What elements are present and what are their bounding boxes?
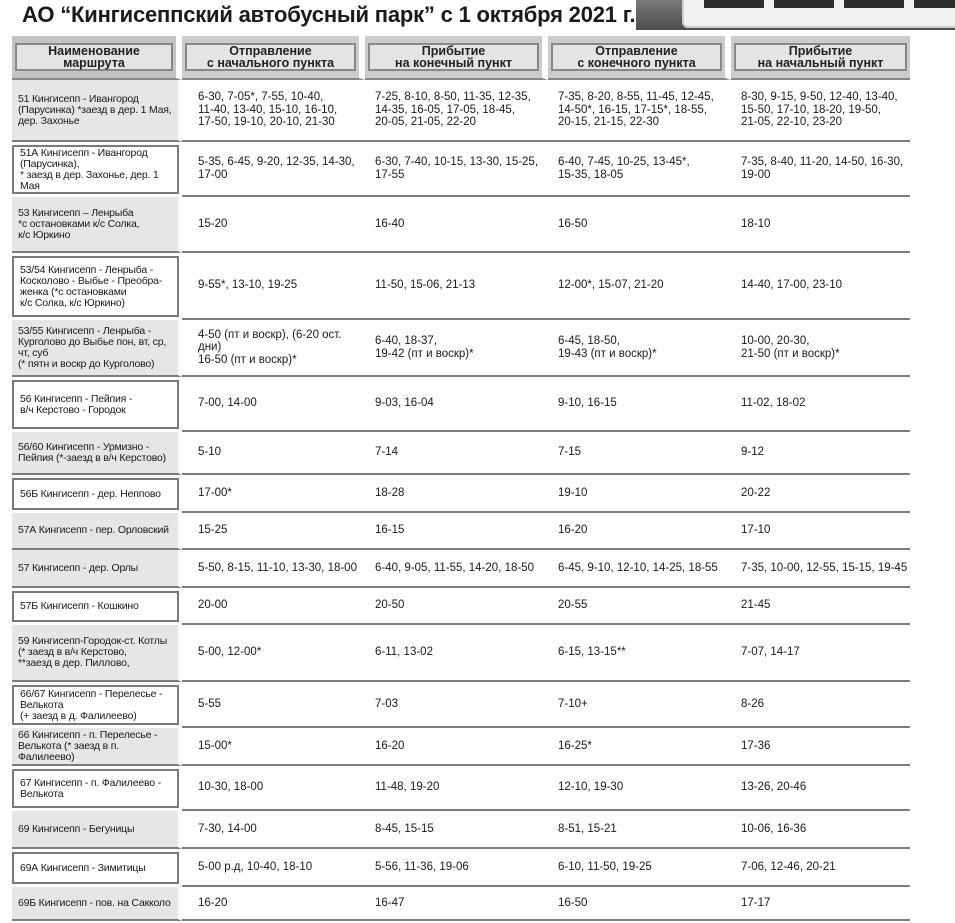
arrival-start-times: 7-06, 12-46, 20-21 (731, 849, 910, 887)
arrival-start-times: 14-40, 17-00, 23-10 (731, 253, 910, 320)
departure-start-times: 17-00* (182, 475, 365, 513)
route-name: 53/54 Кингисепп - Ленрыба - Косколово - Выбье - Преобра- женка (*с остановками к/с Солка, к/с Юркино) (12, 256, 179, 317)
route-name: 66 Кингисепп - п. Перелесье - Велькота (* заезд в п. Фалилеево) (12, 728, 182, 766)
departure-start-times: 5-10 (182, 432, 365, 475)
departure-start-times: 16-20 (182, 887, 365, 921)
route-name: 69А Кингисепп - Зимитицы (12, 852, 179, 884)
arrival-end-times: 9-03, 16-04 (365, 377, 548, 432)
arrival-start-times: 8-26 (731, 682, 910, 728)
departure-start-times: 5-55 (182, 682, 365, 728)
arrival-start-times: 13-26, 20-46 (731, 766, 910, 811)
departure-start-times: 5-50, 8-15, 11-10, 13-30, 18-00 (182, 550, 365, 588)
header-arrival-end: Прибытие на конечный пункт (365, 36, 548, 80)
arrival-start-times: 17-36 (731, 728, 910, 766)
arrival-start-times: 10-06, 16-36 (731, 811, 910, 849)
arrival-start-times: 9-12 (731, 432, 910, 475)
bus-body-graphic (682, 0, 955, 28)
departure-end-times: 12-00*, 15-07, 21-20 (548, 253, 731, 320)
departure-end-times: 19-10 (548, 475, 731, 513)
arrival-start-times: 17-17 (731, 887, 910, 921)
departure-end-times: 7-35, 8-20, 8-55, 11-45, 12-45, 14-50*, 16-15, 17-15*, 18-55, 20-15, 21-15, 22-30 (548, 80, 731, 142)
arrival-start-times: 21-45 (731, 588, 910, 625)
departure-end-times: 16-50 (548, 887, 731, 921)
arrival-end-times: 6-40, 18-37, 19-42 (пт и воскр)* (365, 320, 548, 377)
route-name: 51А Кингисепп - Ивангород (Парусинка), * заезд в дер. Захонье, дер. 1 Мая (12, 145, 179, 194)
arrival-start-times: 20-22 (731, 475, 910, 513)
departure-end-times: 16-50 (548, 197, 731, 253)
header-departure-start: Отправление с начального пункта (182, 36, 365, 80)
arrival-end-times: 7-03 (365, 682, 548, 728)
arrival-end-times: 11-50, 15-06, 21-13 (365, 253, 548, 320)
departure-start-times: 5-00, 12-00* (182, 625, 365, 682)
departure-start-times: 15-20 (182, 197, 365, 253)
departure-end-times: 20-55 (548, 588, 731, 625)
departure-start-times: 10-30, 18-00 (182, 766, 365, 811)
departure-start-times: 9-55*, 13-10, 19-25 (182, 253, 365, 320)
departure-start-times: 6-30, 7-05*, 7-55, 10-40, 11-40, 13-40, 15-10, 16-10, 17-50, 19-10, 20-10, 21-30 (182, 80, 365, 142)
departure-end-times: 12-10, 19-30 (548, 766, 731, 811)
route-name: 59 Кингисепп-Городок-ст. Котлы (* заезд в в/ч Керстово, **заезд в дер. Пиллово, (12, 625, 182, 682)
arrival-start-times: 7-07, 14-17 (731, 625, 910, 682)
arrival-end-times: 18-28 (365, 475, 548, 513)
departure-start-times: 5-35, 6-45, 9-20, 12-35, 14-30, 17-00 (182, 142, 365, 197)
arrival-end-times: 16-15 (365, 513, 548, 550)
departure-start-times: 7-30, 14-00 (182, 811, 365, 849)
departure-end-times: 16-25* (548, 728, 731, 766)
departure-end-times: 7-15 (548, 432, 731, 475)
arrival-start-times: 18-10 (731, 197, 910, 253)
departure-end-times: 6-10, 11-50, 19-25 (548, 849, 731, 887)
departure-end-times: 8-51, 15-21 (548, 811, 731, 849)
route-name: 67 Кингисепп - п. Фалилеево - Велькота (12, 769, 179, 808)
route-name: 53 Кингисепп – Ленрыба *с остановками к/с Солка, к/с Юркино (12, 197, 182, 253)
arrival-end-times: 16-20 (365, 728, 548, 766)
bus-photo (636, 0, 955, 30)
arrival-start-times: 8-30, 9-15, 9-50, 12-40, 13-40, 15-50, 17-10, 18-20, 19-50, 21-05, 22-10, 23-20 (731, 80, 910, 142)
header-departure-end: Отправление с конечного пункта (548, 36, 731, 80)
arrival-start-times: 17-10 (731, 513, 910, 550)
arrival-start-times: 7-35, 8-40, 11-20, 14-50, 16-30, 19-00 (731, 142, 910, 197)
arrival-end-times: 16-47 (365, 887, 548, 921)
departure-end-times: 16-20 (548, 513, 731, 550)
departure-start-times: 5-00 р.д, 10-40, 18-10 (182, 849, 365, 887)
route-name: 53/55 Кингисепп - Ленрыба - Курголово до Выбье пон, вт, ср, чт, суб (* пятн и воскр до Курголово) (12, 320, 182, 377)
departure-start-times: 4-50 (пт и воскр), (6-20 ост. дни) 16-50 (пт и воскр)* (182, 320, 365, 377)
route-name: 56/60 Кингисепп - Урмизно - Пейпия (*-заезд в в/ч Керстово) (12, 432, 182, 475)
arrival-start-times: 7-35, 10-00, 12-55, 15-15, 19-45 (731, 550, 910, 588)
departure-end-times: 9-10, 16-15 (548, 377, 731, 432)
route-name: 57 Кингисепп - дер. Орлы (12, 550, 182, 588)
arrival-end-times: 16-40 (365, 197, 548, 253)
departure-end-times: 7-10+ (548, 682, 731, 728)
page-title: АО “Кингисеппский автобусный парк” с 1 октября 2021 г. (22, 2, 636, 27)
route-name: 69 Кингисепп - Бегуницы (12, 811, 182, 849)
departure-end-times: 6-45, 9-10, 12-10, 14-25, 18-55 (548, 550, 731, 588)
departure-end-times: 6-45, 18-50, 19-43 (пт и воскр)* (548, 320, 731, 377)
route-name: 56 Кингисепп - Пейпия - в/ч Керстово - Городок (12, 380, 179, 429)
arrival-end-times: 8-45, 15-15 (365, 811, 548, 849)
route-name: 69Б Кингисепп - пов. на Сакколо (12, 887, 182, 921)
departure-start-times: 20-00 (182, 588, 365, 625)
route-name: 66/67 Кингисепп - Перелесье - Велькота (+ заезд в д. Фалилеево) (12, 685, 179, 725)
departure-start-times: 15-00* (182, 728, 365, 766)
departure-start-times: 7-00, 14-00 (182, 377, 365, 432)
header-arrival-start: Прибытие на начальный пункт (731, 36, 910, 80)
departure-end-times: 6-15, 13-15** (548, 625, 731, 682)
arrival-end-times: 6-30, 7-40, 10-15, 13-30, 15-25, 17-55 (365, 142, 548, 197)
header-route: Наименование маршрута (12, 36, 182, 80)
arrival-end-times: 5-56, 11-36, 19-06 (365, 849, 548, 887)
arrival-end-times: 6-40, 9-05, 11-55, 14-20, 18-50 (365, 550, 548, 588)
arrival-start-times: 10-00, 20-30, 21-50 (пт и воскр)* (731, 320, 910, 377)
departure-start-times: 15-25 (182, 513, 365, 550)
route-name: 57Б Кингисепп - Кошкино (12, 591, 179, 622)
arrival-end-times: 7-25, 8-10, 8-50, 11-35, 12-35, 14-35, 16-05, 17-05, 18-45, 20-05, 21-05, 22-20 (365, 80, 548, 142)
arrival-end-times: 20-50 (365, 588, 548, 625)
route-name: 51 Кингисепп - Ивангород (Парусинка) *заезд в дер. 1 Мая, дер. Захонье (12, 80, 182, 142)
departure-end-times: 6-40, 7-45, 10-25, 13-45*, 15-35, 18-05 (548, 142, 731, 197)
arrival-end-times: 6-11, 13-02 (365, 625, 548, 682)
schedule-table (12, 36, 910, 923)
arrival-end-times: 7-14 (365, 432, 548, 475)
route-name: 56Б Кингисепп - дер. Неппово (12, 478, 179, 510)
arrival-end-times: 11-48, 19-20 (365, 766, 548, 811)
route-name: 57А Кингисепп - пер. Орловский (12, 513, 182, 550)
arrival-start-times: 11-02, 18-02 (731, 377, 910, 432)
